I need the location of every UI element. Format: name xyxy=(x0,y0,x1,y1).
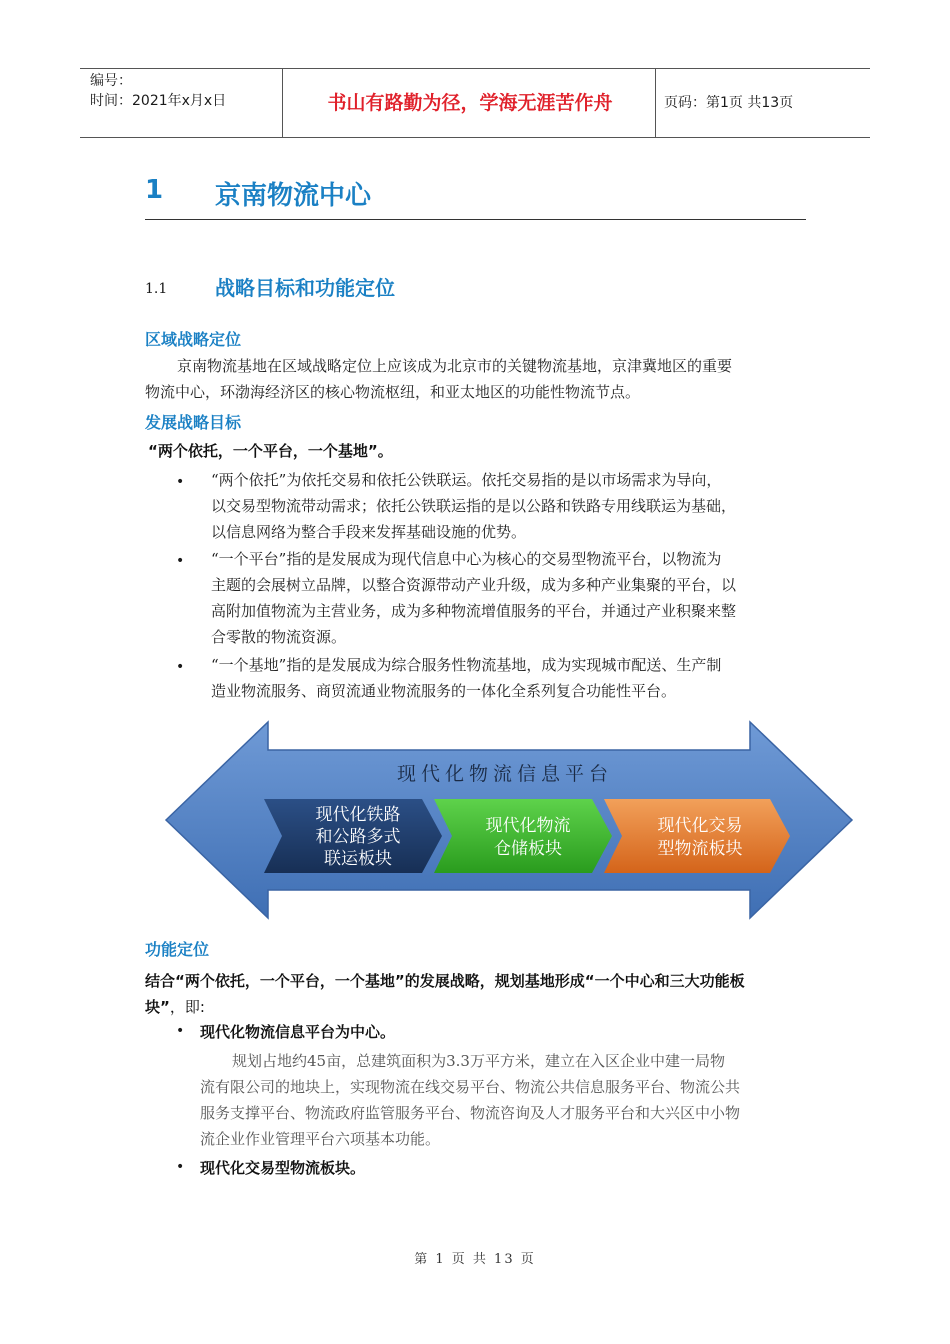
heading2-title: 战略目标和功能定位 xyxy=(215,276,395,300)
goal-bullet-1 xyxy=(211,467,811,545)
function-item1-paragraph xyxy=(200,1048,810,1152)
diagram-box2-line: 现代化物流 xyxy=(485,816,571,836)
heading2-number: 1.1 xyxy=(145,281,168,297)
function-intro-rest: ，即: xyxy=(169,998,205,1016)
platform-diagram xyxy=(160,718,860,922)
diagram-platform-label: 现代化物流信息平台 xyxy=(396,763,614,785)
header-meta xyxy=(90,69,280,139)
diagram-box-trading xyxy=(604,799,790,873)
paragraph-line: 造业物流服务、商贸流通业物流服务的一体化全系列复合功能性平台。 xyxy=(211,682,677,700)
heading1-number: 1 xyxy=(145,175,164,205)
paragraph-line: 以交易型物流带动需求；依托公铁联运指的是以公路和铁路专用线联运为基础， xyxy=(211,497,737,515)
paragraph-line: 京南物流基地在区域战略定位上应该成为北京市的关键物流基地，京津冀地区的重要 xyxy=(177,357,733,375)
function-item2-title: 现代化交易型物流板块。 xyxy=(200,1159,366,1177)
page-footer: 第 1 页 共 13 页 xyxy=(414,1252,536,1267)
paragraph-line: “一个基地”指的是发展成为综合服务性物流基地，成为实现城市配送、生产制 xyxy=(211,656,722,674)
goal-slogan: “两个依托，一个平台，一个基地”。 xyxy=(148,442,393,460)
section-regional-title: 区域战略定位 xyxy=(145,330,242,349)
header-divider xyxy=(655,69,656,137)
heading1-title: 京南物流中心 xyxy=(215,181,372,211)
header-motto: 书山有路勤为径，学海无涯苦作舟 xyxy=(327,92,613,114)
bullet-dot: • xyxy=(176,474,185,490)
header-divider xyxy=(282,69,283,137)
paragraph-line: “一个平台”指的是发展成为现代信息中心为核心的交易型物流平台，以物流为 xyxy=(211,550,722,568)
paragraph-line: 流企业作业管理平台六项基本功能。 xyxy=(200,1130,441,1148)
function-intro-bold: 块” xyxy=(145,998,170,1016)
document-header xyxy=(80,68,870,138)
bullet-dot: • xyxy=(176,659,185,675)
diagram-box1-line: 联运板块 xyxy=(324,849,392,869)
function-item1-title: 现代化物流信息平台为中心。 xyxy=(200,1023,396,1041)
section-function-title: 功能定位 xyxy=(145,940,210,959)
paragraph-line: 高附加值物流为主营业务，成为多种物流增值服务的平台，并通过产业积聚来整 xyxy=(211,602,737,620)
function-intro xyxy=(145,968,810,1020)
paragraph-line: 合零散的物流资源。 xyxy=(211,628,347,646)
bullet-dot: • xyxy=(176,1159,185,1175)
diagram-box3-line: 现代化交易 xyxy=(657,816,743,836)
paragraph-line: 以信息网络为整合手段来发挥基础设施的优势。 xyxy=(211,523,527,541)
bullet-dot: • xyxy=(176,1023,185,1039)
paragraph-line: 主题的会展树立品牌，以整合资源带动产业升级，成为多种产业集聚的平台，以 xyxy=(211,576,737,594)
header-page-label: 页码：第1页 共13页 xyxy=(664,95,794,111)
diagram-box1-line: 现代化铁路 xyxy=(315,805,401,825)
paragraph-line: 流有限公司的地块上，实现物流在线交易平台、物流公共信息服务平台、物流公共 xyxy=(200,1078,741,1096)
header-time-label: 时间：2021年x月x日 xyxy=(90,93,227,109)
diagram-box-warehouse xyxy=(434,799,612,873)
diagram-box3-line: 型物流板块 xyxy=(657,839,743,859)
bullet-dot: • xyxy=(176,553,185,569)
diagram-box2-line: 仓储板块 xyxy=(494,839,562,859)
header-number-label: 编号： xyxy=(90,73,132,89)
heading1-rule xyxy=(145,219,806,220)
goal-bullet-3 xyxy=(211,652,811,704)
function-intro-line: 结合“两个依托，一个平台，一个基地”的发展战略，规划基地形成“一个中心和三大功能板 xyxy=(145,972,745,990)
paragraph-line: 服务支撑平台、物流政府监管服务平台、物流咨询及人才服务平台和大兴区中小物 xyxy=(200,1104,741,1122)
section-regional-paragraph xyxy=(145,353,810,405)
paragraph-line: 物流中心，环渤海经济区的核心物流枢纽，和亚太地区的功能性物流节点。 xyxy=(145,383,641,401)
diagram-box1-line: 和公路多式 xyxy=(315,827,401,847)
paragraph-line: 规划占地约45亩，总建筑面积为3.3万平方米，建立在入区企业中建一局物 xyxy=(232,1052,725,1070)
goal-bullet-2 xyxy=(211,546,811,650)
section-goal-title: 发展战略目标 xyxy=(145,413,242,432)
paragraph-line: “两个依托”为依托交易和依托公铁联运。依托交易指的是以市场需求为导向， xyxy=(211,471,722,489)
function-intro-line2 xyxy=(145,994,810,1020)
